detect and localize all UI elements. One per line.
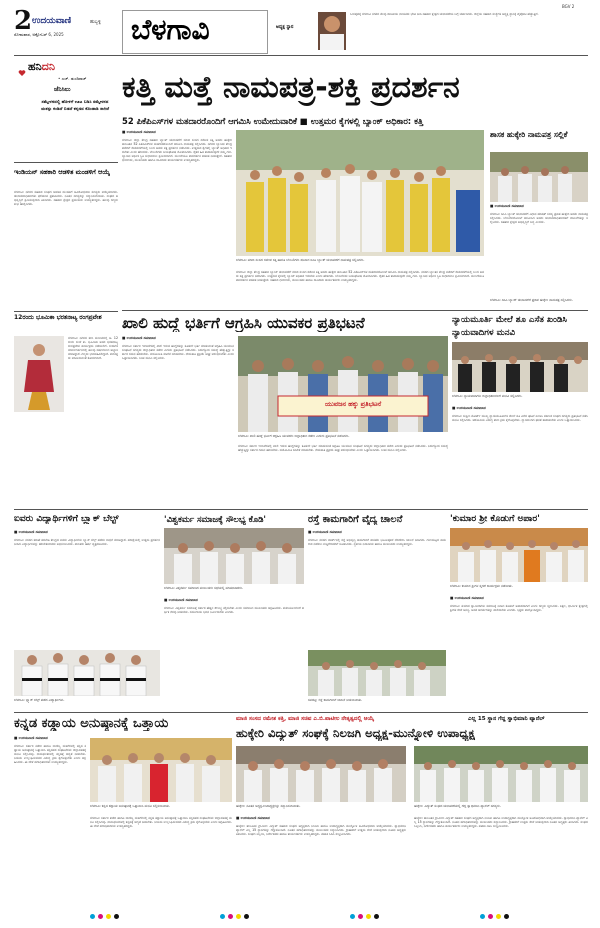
vishwakarma-story [164,514,304,710]
dance-story [14,314,118,504]
lead-headline-block [122,68,588,108]
cyan-mark [90,914,95,919]
honey-subtitle: ಜೆನಿಸಿಲು [54,86,71,93]
blackbelt-byline: ■ ಉದಯವಾಣಿ ಸಮಾಚಾರ [14,530,48,534]
road-story [308,514,446,710]
power-headline: ಹುಕ್ಕೇರಿ ವಿದ್ಯುತ್ ಸಂಘಕ್ಕೆ ನಿಲಜಗಿ ಅಧ್ಯಕ್ಷ-ಮುನ್ನೋಳಿ ಉಪಾಧ್ಯಕ್ಷ [236,726,475,740]
power-kicker: ಮಾಜಿ ಸಂಸದ ರಮೇಶ ಕತ್ತಿ, ಮಾಜಿ ಸಚಿವ ಎ.ಬಿ.ಪಾಟೀಲ ನೇತೃತ್ವದಲ್ಲಿ ಆಯ್ಕೆ [236,716,375,722]
blackbelt-headline: ಐವರು ವಿದ್ಯಾರ್ಥಿಗಳಿಗೆ ಬ್ಲ್ಯಾಕ್ ಬೆಲ್ಟ್ [14,514,119,524]
kannada-photo [90,738,232,802]
road-headline: ರಸ್ತೆ ಕಾಮಗಾರಿಗೆ ವೈದ್ಯ ಚಾಲನೆ [308,514,403,525]
power-photo-caption: ಹುಕ್ಕೇರಿ: ನೂತನ ಅಧ್ಯಕ್ಷ-ಉಪಾಧ್ಯಕ್ಷರನ್ನು ಸನ್ಮಾನಿಸಲಾಯಿತು. [236,804,301,808]
masthead-rule [14,55,588,56]
judge-byline: ■ ಉದಯವಾಣಿ ಸಮಾಚಾರ [452,406,486,410]
protest-body-cont: ಬೆಳಗಾವಿ: ಸರ್ಕಾರಿ ಇಲಾಖೆಗಳಲ್ಲಿ ಖಾಲಿ ಇರುವ ಹುದ್ದೆಗಳನ್ನು ಕೂಡಲೇ ಭರ್ತಿ ಮಾಡುವಂತೆ ಆಗ್ರಹಿಸಿ ಯುವಜನ ಸಂಘಟನೆ ಸದಸ್ಯರು ಜಿಲ್ಲಾಧಿಕಾರಿ ಕಚೇರಿ ಎದುರು ಪ್ರತಿಭಟನೆ ನಡೆಸಿದರು. ನಿರುದ್ಯೋಗ ಸಮಸ್ಯೆ ಹೆಚ್ಚುತ್ತಿದ್ದು ಸರ್ಕಾರ ಗಮನ ಹರಿಸಬೇಕು. ವಯೋಮಿತಿ ಸಡಿಲಿಕೆ ಮಾಡಬೇಕು. ನೇಮಕಾತಿ ಪ್ರಕ್ರಿಯೆ ಶೀಘ್ರ ಆರಂಭಿಸಬೇಕು ಎಂದು ಒತ್ತಾಯಿಸಿದರು. ಬಳಿಕ ಮನವಿ ಸಲ್ಲಿಸಿದರು. [238,444,448,453]
section-title-box [122,10,268,54]
power-kicker-2: ಎಲ್ಲ 15 ಸ್ಥಾನ ಗೆದ್ದ ಸ್ವಾಭಿಮಾನಿ ಪ್ಯಾನೆಲ್ [468,716,545,722]
kumara-photo [450,528,588,582]
judge-story [452,314,588,508]
vishwakarma-body: ಬೆಳಗಾವಿ: ವಿಶ್ವಕರ್ಮ ಸಮಾಜಕ್ಕೆ ಸರ್ಕಾರ ಹೆಚ್ಚಿನ ಸೌಲಭ್ಯ ಕಲ್ಪಿಸಬೇಕು ಎಂದು ಸಮಾಜದ ಮುಖಂಡರು ಆಗ್ರಹಿಸಿದರು. ಕುಶಲಕರ್ಮಿಗಳಿಗೆ ಆರ್ಥಿಕ ನೆರವು ನೀಡಬೇಕು. ಸಮುದಾಯ ಭವನ ನಿರ್ಮಿಸಬೇಕು ಎಂದರು. [164,606,304,615]
power-photo [236,746,406,802]
promo-text: ಅಧ್ಯಕ್ಷ ಸ್ಥಾನ [276,25,294,30]
power-body-cont: ಹುಕ್ಕೇರಿ: ತಾಲೂಕಿನ ಗ್ರಾಮೀಣ ವಿದ್ಯುತ್ ಸಹಕಾರಿ ಸಂಘದ ಅಧ್ಯಕ್ಷರಾಗಿ ನಿಲಜಗಿ ಹಾಗೂ ಉಪಾಧ್ಯಕ್ಷರಾಗಿ ಮುನ್ನೋಳಿ ಅವಿರೋಧವಾಗಿ ಆಯ್ಕೆಯಾದರು. ಸ್ವಾಭಿಮಾನಿ ಪ್ಯಾನೆಲ್ ಎಲ್ಲ 15 ಸ್ಥಾನಗಳನ್ನು ಗೆದ್ದುಕೊಂಡಿದೆ. ನೂತನ ಪದಾಧಿಕಾರಿಗಳನ್ನು ಮುಖಂಡರು ಸನ್ಮಾನಿಸಿದರು. ಗ್ರಾಹಕರಿಗೆ ಉತ್ತಮ ಸೇವೆ ನೀಡುವುದಾಗಿ ನೂತನ ಅಧ್ಯಕ್ಷರು ತಿಳಿಸಿದರು. ಸಂಘದ ಸಿಬ್ಬಂದಿ, ನಿರ್ದೇಶಕರು ಹಾಗೂ ಕಾರ್ಯಕರ್ತರು ಉಪಸ್ಥಿತರಿದ್ದರು. ಪಟಾಕಿ ಸಿಡಿಸಿ ಸಂಭ್ರಮಿಸಿದರು. [414,816,588,829]
power-story [236,716,588,910]
road-byline: ■ ಉದಯವಾಣಿ ಸಮಾಚಾರ [308,530,342,534]
kumara-byline: ■ ಉದಯವಾಣಿ ಸಮಾಚಾರ [450,596,484,600]
yellow-mark [106,914,111,919]
cyan-mark [220,914,225,919]
honey-title [28,60,55,74]
judge-headline: ನ್ಯಾಯಮೂರ್ತಿ ಮೇಲೆ ಶೂ ಎಸೆತ ಖಂಡಿಸಿ ನ್ಯಾಯವಾದಿಗಳ ಮನವಿ [452,315,567,338]
road-photo [308,650,446,696]
registration-marks [90,914,550,922]
power-body: ಹುಕ್ಕೇರಿ: ತಾಲೂಕಿನ ಗ್ರಾಮೀಣ ವಿದ್ಯುತ್ ಸಹಕಾರಿ ಸಂಘದ ಅಧ್ಯಕ್ಷರಾಗಿ ನಿಲಜಗಿ ಹಾಗೂ ಉಪಾಧ್ಯಕ್ಷರಾಗಿ ಮುನ್ನೋಳಿ ಅವಿರೋಧವಾಗಿ ಆಯ್ಕೆಯಾದರು. ಸ್ವಾಭಿಮಾನಿ ಪ್ಯಾನೆಲ್ ಎಲ್ಲ 15 ಸ್ಥಾನಗಳನ್ನು ಗೆದ್ದುಕೊಂಡಿದೆ. ನೂತನ ಪದಾಧಿಕಾರಿಗಳನ್ನು ಮುಖಂಡರು ಸನ್ಮಾನಿಸಿದರು. ಗ್ರಾಹಕರಿಗೆ ಉತ್ತಮ ಸೇವೆ ನೀಡುವುದಾಗಿ ನೂತನ ಅಧ್ಯಕ್ಷರು ತಿಳಿಸಿದರು. ಸಂಘದ ಸಿಬ್ಬಂದಿ, ನಿರ್ದೇಶಕರು ಹಾಗೂ ಕಾರ್ಯಕರ್ತರು ಉಪಸ್ಥಿತರಿದ್ದರು. ಪಟಾಕಿ ಸಿಡಿಸಿ ಸಂಭ್ರಮಿಸಿದರು. [236,824,406,837]
dance-headline: 12ರಂದು ಭೂಮಿಕಾ ಭರತನಾಟ್ಯ ರಂಗಪ್ರವೇಶ [14,314,102,321]
lead-body-cont: ಬೆಳಗಾವಿ: ಜಿಲ್ಲಾ ಕೇಂದ್ರ ಸಹಕಾರಿ ಬ್ಯಾಂಕ್ ಚುನಾವಣೆಗೆ ಮಾಜಿ ಸಂಸದ ರಮೇಶ ಕತ್ತಿ ಅವರು ಹುಕ್ಕೇರಿ ತಾಲೂಕಿನ 52 ಪಿಕೆಪಿಎಸ್‌ಗಳ ಮತದಾರರೊಂದಿಗೆ ಆಗಮಿಸಿ ನಾಮಪತ್ರ ಸಲ್ಲಿಸಿದರು. ನಗರದ ಬ್ಯಾಂಕಿನ ಕೇಂದ್ರ ಕಚೇರಿಗೆ ಮೆರವಣಿಗೆಯಲ್ಲಿ ಬಂದ ಅವರು ಶಕ್ತಿ ಪ್ರದರ್ಶನ ನಡೆಸಿದರು. ಉತ್ತಮರ ಕೈಗಳಲ್ಲಿ ಬ್ಯಾಂಕ್ ಅಧಿಕಾರ ಇರಬೇಕು ಎಂದು ಹೇಳಿದರು. ಬೆಂಬಲಿಗರು ಜಯಘೋಷ ಮೊಳಗಿಸಿದರು. ರೈತರ ಹಿತ ಕಾಪಾಡುವುದೇ ನಮ್ಮ ಗುರಿ. ಬ್ಯಾಂಕಿನ ಆರ್ಥಿಕ ಸ್ಥಿತಿ ಸುಧಾರಿಸಲು ಶ್ರಮಿಸಲಾಗಿದೆ. ಮುಂದೆಯೂ ಪಾರದರ್ಶಕ ಆಡಳಿತ ನೀಡುತ್ತೇವೆ. ಸಹಕಾರಿ ಧುರೀಣರು, ಮುಖಂಡರು ಹಾಗೂ ಸಾವಿರಾರು ಕಾರ್ಯಕರ್ತರು ಉಪಸ್ಥಿತರಿದ್ದರು. [236,270,484,283]
vishwakarma-photo [164,528,304,584]
black-mark [504,914,509,919]
yellow-mark [366,914,371,919]
honey-author: • ಎಚ್. ಡುಂಡಿರಾಜ್ [58,76,87,81]
kannada-body: ಬೆಳಗಾವಿ: ಸರ್ಕಾರಿ ಕಚೇರಿ ಹಾಗೂ ವಾಣಿಜ್ಯ ಮಳಿಗೆಗಳಲ್ಲಿ ಕನ್ನಡ ಕಡ್ಡಾಯ ಅನುಷ್ಠಾನಕ್ಕೆ ಒತ್ತಾಯಿಸಿ ಕನ್ನಡಪರ ಸಂಘಟನೆಗಳು ಜಿಲ್ಲಾಡಳಿತಕ್ಕೆ ಮನವಿ ಸಲ್ಲಿಸಿದವು. ನಾಮಫಲಕಗಳಲ್ಲಿ ಕನ್ನಡಕ್ಕೆ ಆದ್ಯತೆ ನೀಡಬೇಕು. ನಿಯಮ ಉಲ್ಲಂಘಿಸುವವರ ವಿರುದ್ಧ ಕ್ರಮ ಕೈಗೊಳ್ಳಬೇಕು ಎಂದು ಆಗ್ರಹಿಸಿದರು. ಈ ವೇಳೆ ಪದಾಧಿಕಾರಿಗಳು ಉಪಸ್ಥಿತರಿದ್ದರು. [14,744,86,765]
honey-poem: ಸಮ್ಮೇಳನದಲ್ಲಿ ಹೋಳಿಗೆ ಊಟ ಬಡಿಸಿ ಸಮ್ಮೇಳನದ ಯಶಸ್ಸು ಕಂಡಿದೆ ಬಿಡದೆ ಕನ್ನಡದ ಕೊಂಡಾಡಿ ಸಾಗಿದೆ [40,99,109,111]
kannada-photo-caption: ಬೆಳಗಾವಿ: ಕನ್ನಡ ಕಡ್ಡಾಯ ಅನುಷ್ಠಾನಕ್ಕೆ ಒತ್ತಾಯಿಸಿ ಮನವಿ ಸಲ್ಲಿಸಲಾಯಿತು. [90,804,171,808]
masthead [14,4,588,54]
blackbelt-body: ಬೆಳಗಾವಿ: ನಗರದ ಕರಾಟೆ ತರಬೇತಿ ಕೇಂದ್ರದ ಐವರು ವಿದ್ಯಾರ್ಥಿಗಳು ಬ್ಲ್ಯಾಕ್ ಬೆಲ್ಟ್ ಪಡೆದು ಸಾಧನೆ ಮಾಡಿದ್ದಾರೆ. ಪರೀಕ್ಷೆಯಲ್ಲಿ ಉತ್ತಮ ಪ್ರದರ್ಶನ ನೀಡಿದ ವಿದ್ಯಾರ್ಥಿಗಳನ್ನು ತರಬೇತುದಾರರು ಅಭಿನಂದಿಸಿದರು. ಪಾಲಕರು ಹರ್ಷ ವ್ಯಕ್ತಪಡಿಸಿದರು. [14,538,160,547]
col1-story [14,168,118,308]
judge-body: ಬೆಳಗಾವಿ: ಸುಪ್ರೀಂ ಕೋರ್ಟ್ ಮುಖ್ಯ ನ್ಯಾಯಮೂರ್ತಿಗಳ ಮೇಲೆ ಶೂ ಎಸೆದ ಘಟನೆ ಖಂಡಿಸಿ ವಕೀಲರ ಸಂಘದ ಸದಸ್ಯರು ಪ್ರತಿಭಟನೆ ನಡೆಸಿ ಮನವಿ ಸಲ್ಲಿಸಿದರು. ಆರೋಪಿಯ ವಿರುದ್ಧ ಕಠಿಣ ಕ್ರಮ ಕೈಗೊಳ್ಳಬೇಕು. ನ್ಯಾಯಾಂಗದ ಘನತೆ ಕಾಪಾಡಬೇಕು ಎಂದು ಒತ್ತಾಯಿಸಿದರು. [452,414,588,423]
issue-date: ಸೋಮವಾರ, ಅಕ್ಟೋಬರ್ 6, 2025 [14,32,64,37]
kannada-body-cont: ಬೆಳಗಾವಿ: ಸರ್ಕಾರಿ ಕಚೇರಿ ಹಾಗೂ ವಾಣಿಜ್ಯ ಮಳಿಗೆಗಳಲ್ಲಿ ಕನ್ನಡ ಕಡ್ಡಾಯ ಅನುಷ್ಠಾನಕ್ಕೆ ಒತ್ತಾಯಿಸಿ ಕನ್ನಡಪರ ಸಂಘಟನೆಗಳು ಜಿಲ್ಲಾಡಳಿತಕ್ಕೆ ಮನವಿ ಸಲ್ಲಿಸಿದವು. ನಾಮಫಲಕಗಳಲ್ಲಿ ಕನ್ನಡಕ್ಕೆ ಆದ್ಯತೆ ನೀಡಬೇಕು. ನಿಯಮ ಉಲ್ಲಂಘಿಸುವವರ ವಿರುದ್ಧ ಕ್ರಮ ಕೈಗೊಳ್ಳಬೇಕು ಎಂದು ಆಗ್ರಹಿಸಿದರು. ಈ ವೇಳೆ ಪದಾಧಿಕಾರಿಗಳು ಉಪಸ್ಥಿತರಿದ್ದರು. [90,816,232,829]
protest-photo-caption: ಬೆಳಗಾವಿ: ಖಾಲಿ ಹುದ್ದೆ ಭರ್ತಿಗೆ ಆಗ್ರಹಿಸಿ ಯುವಕರು ಜಿಲ್ಲಾಧಿಕಾರಿ ಕಚೇರಿ ಎದುರು ಪ್ರತಿಭಟನೆ ನಡೆಸಿದರು. [238,434,350,438]
hukkeri-photo-caption: ಬೆಳಗಾವಿ: ಡಿಸಿಸಿ ಬ್ಯಾಂಕ್ ಚುನಾವಣೆಗೆ ಪ್ರಕಾಶ ಹುಕ್ಕೇರಿ ನಾಮಪತ್ರ ಸಲ್ಲಿಸಿದರು. [490,298,573,302]
magenta-mark [358,914,363,919]
road-photo-caption: ಸವದತ್ತಿ: ರಸ್ತೆ ಕಾಮಗಾರಿಗೆ ಚಾಲನೆ ನೀಡಲಾಯಿತು. [308,698,363,702]
col1-rule [14,311,118,312]
protest-body: ಬೆಳಗಾವಿ: ಸರ್ಕಾರಿ ಇಲಾಖೆಗಳಲ್ಲಿ ಖಾಲಿ ಇರುವ ಹುದ್ದೆಗಳನ್ನು ಕೂಡಲೇ ಭರ್ತಿ ಮಾಡುವಂತೆ ಆಗ್ರಹಿಸಿ ಯುವಜನ ಸಂಘಟನೆ ಸದಸ್ಯರು ಜಿಲ್ಲಾಧಿಕಾರಿ ಕಚೇರಿ ಎದುರು ಪ್ರತಿಭಟನೆ ನಡೆಸಿದರು. ನಿರುದ್ಯೋಗ ಸಮಸ್ಯೆ ಹೆಚ್ಚುತ್ತಿದ್ದು ಸರ್ಕಾರ ಗಮನ ಹರಿಸಬೇಕು. ವಯೋಮಿತಿ ಸಡಿಲಿಕೆ ಮಾಡಬೇಕು. ನೇಮಕಾತಿ ಪ್ರಕ್ರಿಯೆ ಶೀಘ್ರ ಆರಂಭಿಸಬೇಕು ಎಂದು ಒತ್ತಾಯಿಸಿದರು. ಬಳಿಕ ಮನವಿ ಸಲ್ಲಿಸಿದರು. [122,344,234,361]
edition-name: ಹುಬ್ಬಳ್ಳಿ [90,20,101,25]
protest-photo [238,336,448,432]
masthead-brief: ಸಿಂಗಪುರಕ್ಕೆ ಬೆಳಗಾವಿ ನಗರದ ಕೆಲವು ರಾಜಕೀಯ ನಾಯಕರು ಭೇಟಿ ನೀಡಿ ಸಹಕಾರಿ ಕ್ಷೇತ್ರದ ಚುನಾವಣೆಯ ಬಗ್ಗೆ ಚರ್ಚಿಸಿದರು. ಜಿಲ್ಲೆಯ ಸಹಕಾರಿ ಸಂಸ್ಥೆಗಳ ಅಧ್ಯಕ್ಷ ಸ್ಥಾನಕ್ಕೆ ಪೈಪೋಟಿ ಹೆಚ್ಚುತ್ತಿದೆ. [350,12,539,16]
protest-headline: ಖಾಲಿ ಹುದ್ದೆ ಭರ್ತಿಗೆ ಆಗ್ರಹಿಸಿ ಯುವಕರ ಪ್ರತಿಭಟನೆ [122,314,365,332]
lead-byline: ■ ಉದಯವಾಣಿ ಸಮಾಚಾರ [122,130,156,134]
cyan-mark [480,914,485,919]
heart-icon [18,62,26,70]
kumara-photo-caption: ಬೆಳಗಾವಿ: ಕುಮಾರ ಶ್ರೀಗಳ ಸ್ಮರಣೆ ಕಾರ್ಯಕ್ರಮ ನಡೆಯಿತು. [450,584,513,588]
protest-byline: ■ ಉದಯವಾಣಿ ಸಮಾಚಾರ [122,336,156,340]
kumara-story [450,514,588,710]
vishwakarma-headline: 'ವಿಶ್ವಕರ್ಮ ಸಮಾಜಕ್ಕೆ ಸೌಲಭ್ಯ ಕೊಡಿ' [164,514,266,524]
dance-photo [14,336,64,412]
black-mark [374,914,379,919]
road-body: ಬೆಳಗಾವಿ: ನಗರದ ವಾರ್ಡ್‌ನಲ್ಲಿ ರಸ್ತೆ ಅಭಿವೃದ್ಧಿ ಕಾಮಗಾರಿಗೆ ಶಾಸಕರು ಭೂಮಿಪೂಜೆ ನೆರವೇರಿಸಿ ಚಾಲನೆ ನೀಡಿದರು. ಗುಣಮಟ್ಟದ ಕಾಮಗಾರಿ ನಡೆಸಲು ಗುತ್ತಿಗೆದಾರರಿಗೆ ಸೂಚಿಸಿದರು. ಸ್ಥಳೀಯ ನಿವಾಸಿಗಳು ಹಾಗೂ ಮುಖಂಡರು ಉಪಸ್ಥಿತರಿದ್ದರು. [308,538,446,547]
kannada-story [14,716,232,910]
kannada-byline: ■ ಉದಯವಾಣಿ ಸಮಾಚಾರ [14,736,48,740]
honey-rule [14,162,118,163]
magenta-mark [228,914,233,919]
magenta-mark [488,914,493,919]
promo-photo [318,12,346,50]
blackbelt-story [14,514,160,710]
lead-photo [236,130,484,256]
dance-body: ಬೆಳಗಾವಿ: ನಗರದ ಕಲಾ ಮಂದಿರದಲ್ಲಿ ಅ. 12ರಂದು ಸಂಜೆ ಕು. ಭೂಮಿಕಾ ಅವರ ಭರತನಾಟ್ಯ ರಂಗಪ್ರವೇಶ ಕಾರ್ಯಕ್ರಮ ನಡೆಯಲಿದೆ. ಗುರುಗಳ ಮಾರ್ಗದರ್ಶನದಲ್ಲಿ ಹಲವು ವರ್ಷಗಳಿಂದ ಅಭ್ಯಾಸ ಮಾಡಿದ್ದಾರೆ. ಗಣ್ಯರು ಭಾಗವಹಿಸಲಿದ್ದಾರೆ. ಕಲಾಸಕ್ತರು ಆಗಮಿಸುವಂತೆ ಕೋರಲಾಗಿದೆ. [68,336,118,361]
power-byline: ■ ಉದಯವಾಣಿ ಸಮಾಚಾರ [236,816,270,820]
lead-story [122,130,488,300]
lead-rule [122,310,588,311]
vishwakarma-byline: ■ ಉದಯವಾಣಿ ಸಮಾಚಾರ [164,598,198,602]
blackbelt-photo [14,650,160,696]
col1-headline: ಇಂಡಿಯನ್ ಸಹಕಾರಿ ಆಡಳಿತ ಮಂಡಳಿಗೆ ಆಯ್ಕೆ [14,168,110,176]
magenta-mark [98,914,103,919]
lead-subhead: 52 ಪಿಕೆಪಿಎಸ್‌ಗಳ ಮತದಾರರೊಂದಿಗೆ ಆಗಮಿಸಿ ಉಮೇದುವಾರಿಕೆ ■ ಉತ್ತಮರ ಕೈಗಳಲ್ಲಿ ಬ್ಯಾಂಕ್ ಅಧಿಕಾರ: ಕತ್ತಿ [122,116,423,126]
blackbelt-photo-caption: ಬೆಳಗಾವಿ: ಬ್ಲ್ಯಾಕ್ ಬೆಲ್ಟ್ ಪಡೆದ ವಿದ್ಯಾರ್ಥಿಗಳು. [14,698,65,702]
black-mark [244,914,249,919]
page-tag: BGV 2 [562,4,575,9]
kannada-headline: ಕನ್ನಡ ಕಡ್ಡಾಯ ಅನುಷ್ಠಾನಕ್ಕೆ ಒತ್ತಾಯ [14,716,169,731]
honey-title-b: ದನಿ [41,60,55,73]
lead-photo-caption: ಬೆಳಗಾವಿ: ಮಾಜಿ ಸಂಸದ ರಮೇಶ ಕತ್ತಿ ಹಾಗೂ ಬೆಂಬಲಿಗರು ಶನಿವಾರ ಡಿಸಿಸಿ ಬ್ಯಾಂಕ್ ಚುನಾವಣೆಗೆ ನಾಮಪತ್ರ ಸಲ್ಲಿಸಿದರು. [236,258,365,262]
lead-body: ಬೆಳಗಾವಿ: ಜಿಲ್ಲಾ ಕೇಂದ್ರ ಸಹಕಾರಿ ಬ್ಯಾಂಕ್ ಚುನಾವಣೆಗೆ ಮಾಜಿ ಸಂಸದ ರಮೇಶ ಕತ್ತಿ ಅವರು ಹುಕ್ಕೇರಿ ತಾಲೂಕಿನ 52 ಪಿಕೆಪಿಎಸ್‌ಗಳ ಮತದಾರರೊಂದಿಗೆ ಆಗಮಿಸಿ ನಾಮಪತ್ರ ಸಲ್ಲಿಸಿದರು. ನಗರದ ಬ್ಯಾಂಕಿನ ಕೇಂದ್ರ ಕಚೇರಿಗೆ ಮೆರವಣಿಗೆಯಲ್ಲಿ ಬಂದ ಅವರು ಶಕ್ತಿ ಪ್ರದರ್ಶನ ನಡೆಸಿದರು. ಉತ್ತಮರ ಕೈಗಳಲ್ಲಿ ಬ್ಯಾಂಕ್ ಅಧಿಕಾರ ಇರಬೇಕು ಎಂದು ಹೇಳಿದರು. ಬೆಂಬಲಿಗರು ಜಯಘೋಷ ಮೊಳಗಿಸಿದರು. ರೈತರ ಹಿತ ಕಾಪಾಡುವುದೇ ನಮ್ಮ ಗುರಿ. ಬ್ಯಾಂಕಿನ ಆರ್ಥಿಕ ಸ್ಥಿತಿ ಸುಧಾರಿಸಲು ಶ್ರಮಿಸಲಾಗಿದೆ. ಮುಂದೆಯೂ ಪಾರದರ್ಶಕ ಆಡಳಿತ ನೀಡುತ್ತೇವೆ. ಸಹಕಾರಿ ಧುರೀಣರು, ಮುಖಂಡರು ಹಾಗೂ ಸಾವಿರಾರು ಕಾರ್ಯಕರ್ತರು ಉಪಸ್ಥಿತರಿದ್ದರು. [122,138,232,163]
judge-photo [452,342,588,392]
judge-photo-caption: ಬೆಳಗಾವಿ: ನ್ಯಾಯವಾದಿಗಳು ಜಿಲ್ಲಾಧಿಕಾರಿಗಳಿಗೆ ಮನವಿ ಸಲ್ಲಿಸಿದರು. [452,394,523,398]
vishwakarma-photo-caption: ಬೆಳಗಾವಿ: ವಿಶ್ವಕರ್ಮ ಸಮಾಜದ ಮುಖಂಡರು ಸಭೆಯಲ್ಲಿ ಮಾತನಾಡಿದರು. [164,586,244,590]
hukkeri-story [490,130,588,305]
col1-body: ಬೆಳಗಾವಿ: ನಗರದ ಸಹಕಾರಿ ಸಂಘದ ಆಡಳಿತ ಮಂಡಳಿಗೆ ಅವಿರೋಧವಾಗಿ ಸದಸ್ಯರು ಆಯ್ಕೆಯಾದರು. ಚುನಾವಣಾಧಿಕಾರಿಗಳು ಫಲಿತಾಂಶ ಪ್ರಕಟಿಸಿದರು. ನೂತನ ಸದಸ್ಯರನ್ನು ಸನ್ಮಾನಿಸಲಾಯಿತು. ಸಂಘದ ಅಭಿವೃದ್ಧಿಗೆ ಶ್ರಮಿಸುವುದಾಗಿ ತಿಳಿಸಿದರು. ಸಹಕಾರಿ ಕ್ಷೇತ್ರದ ಪ್ರಮುಖರು ಉಪಸ್ಥಿತರಿದ್ದರು. ಹಲವು ಗಣ್ಯರು ಶುಭ ಹಾರೈಸಿದರು. [14,190,118,207]
honey-column [14,60,118,160]
hukkeri-photo [490,152,588,202]
black-mark [114,914,119,919]
yellow-mark [236,914,241,919]
dance-rule [14,509,588,510]
lead-headline: ಕತ್ತಿ ಮತ್ತೆ ನಾಮಪತ್ರ-ಶಕ್ತಿ ಪ್ರದರ್ಶನ [122,70,460,105]
yellow-mark [496,914,501,919]
hukkeri-byline: ■ ಉದಯವಾಣಿ ಸಮಾಚಾರ [490,204,524,208]
power-photo-2 [414,746,588,802]
row3-rule [14,712,588,713]
honey-title-a: ಹನಿ [28,60,42,73]
kumara-headline: 'ಕುಮಾರ ಶ್ರೀ ಕೊಡುಗೆ ಅಪಾರ' [450,514,540,524]
hukkeri-headline: ಶಾಸಕ ಹುಕ್ಕೇರಿ ನಾಮಪತ್ರ ಸಲ್ಲಿಕೆ [490,130,568,139]
power-photo-caption-2: ಹುಕ್ಕೇರಿ: ವಿದ್ಯುತ್ ಸಂಘದ ಚುನಾವಣೆಯಲ್ಲಿ ಗೆದ್ದ ಸ್ವಾಭಿಮಾನಿ ಪ್ಯಾನೆಲ್ ಸದಸ್ಯರು. [414,804,501,808]
kumara-body: ಬೆಳಗಾವಿ: ಕುಮಾರ ಸ್ವಾಮೀಜಿಗಳು ಸಮಾಜಕ್ಕೆ ನೀಡಿದ ಕೊಡುಗೆ ಅಪಾರವಾಗಿದೆ ಎಂದು ಗಣ್ಯರು ಸ್ಮರಿಸಿದರು. ಶಿಕ್ಷಣ, ಧಾರ್ಮಿಕ ಕ್ಷೇತ್ರದಲ್ಲಿ ಶ್ರೀಗಳ ಸೇವೆ ಅನನ್ಯ. ಅವರ ಆದರ್ಶಗಳನ್ನು ಪಾಲಿಸಬೇಕು ಎಂದರು. ಭಕ್ತರು ಪಾಲ್ಗೊಂಡಿದ್ದರು. [450,604,588,613]
paper-name: ಉದಯವಾಣಿ [32,16,72,26]
page-number: 2 [14,6,33,36]
hukkeri-body: ಬೆಳಗಾವಿ: ಡಿಸಿಸಿ ಬ್ಯಾಂಕ್ ಚುನಾವಣೆಗೆ ವಿಧಾನ ಪರಿಷತ್ ಸದಸ್ಯ ಪ್ರಕಾಶ ಹುಕ್ಕೇರಿ ಅವರು ನಾಮಪತ್ರ ಸಲ್ಲಿಸಿದರು. ಬೆಂಬಲಿಗರೊಂದಿಗೆ ಆಗಮಿಸಿದ ಅವರು ಚುನಾವಣಾಧಿಕಾರಿಗಳಿಗೆ ದಾಖಲೆಗಳನ್ನು ಸಲ್ಲಿಸಿದರು. ಸಹಕಾರಿ ಕ್ಷೇತ್ರದ ಅಭಿವೃದ್ಧಿಗೆ ಬದ್ಧ ಎಂದರು. [490,212,588,225]
protest-story [122,314,448,508]
section-title: ಬೆಳಗಾವಿ [131,13,210,46]
protest-banner: ಯುವಜನ ಹಕ್ಕು ಪ್ರತಿಭಟನೆ [324,400,382,408]
cyan-mark [350,914,355,919]
